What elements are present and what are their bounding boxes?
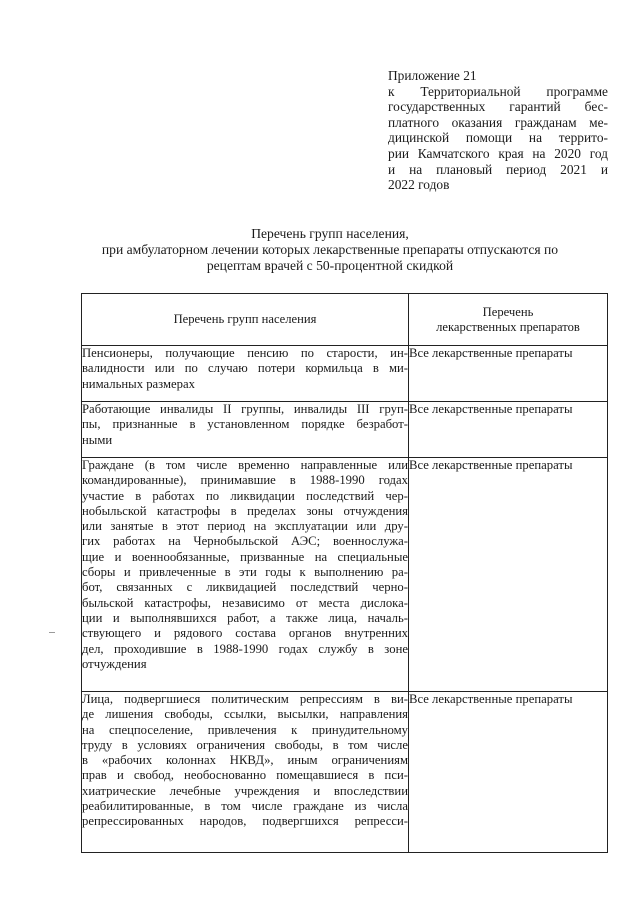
table-row — [82, 692, 608, 853]
groups-line: ствующего и рядового состава органов внутренних — [82, 626, 408, 641]
groups-line: гих работах на Чернобыльской АЭС; военнослужа- — [82, 534, 408, 549]
groups-line: на спецпоселение, привлечения к принудительному — [82, 722, 408, 737]
groups-line: бот, связанных с ликвидацией последствий черно- — [82, 580, 408, 595]
table-row — [82, 458, 608, 692]
groups-line: участие в работах по ликвидации последствий чер- — [82, 488, 408, 503]
appendix-line: рии Камчатского края на 2020 год — [388, 145, 608, 161]
groups-line: реабилитированные, в том числе граждане из числа — [82, 799, 408, 814]
groups-cell — [82, 692, 409, 853]
groups-cell — [82, 402, 409, 458]
appendix-line: государственных гарантий бес- — [388, 99, 608, 115]
groups-line: прав и свобод, необоснованно помещавшиеся в пси- — [82, 768, 408, 783]
header-drugs — [409, 294, 608, 346]
title-line: рецептам врачей с 50-процентной скидкой — [206, 258, 454, 273]
groups-line: Граждане (в том числе временно направленные или — [82, 458, 408, 472]
groups-line: ции и выполнявшихся работ, а также лица, началь- — [82, 610, 408, 625]
groups-line: командированные), принимавшие в 1988-1990 годах — [82, 473, 408, 488]
appendix-block — [388, 68, 608, 193]
groups-line: труду в условиях ограничения свободы, в том числе — [82, 737, 408, 752]
drugs-cell: Все лекарственные препараты — [409, 692, 608, 853]
groups-line: быльской катастрофы, независимо от места дислока- — [82, 595, 408, 610]
groups-line: пы, признанные в установленном порядке безработ- — [82, 417, 408, 432]
groups-line: сборы и привлеченные в эти годы к выполнению ра- — [82, 565, 408, 580]
groups-line: или занятые в этот период на эксплуатации или дру- — [82, 519, 408, 534]
groups-cell — [82, 458, 409, 692]
groups-line: де лишения свободы, ссылки, высылки, направления — [82, 707, 408, 722]
appendix-line: Приложение 21 — [388, 68, 477, 83]
document-title — [70, 226, 590, 274]
drugs-cell: Все лекарственные препараты — [409, 458, 608, 692]
drugs-cell: Все лекарственные препараты — [409, 402, 608, 458]
appendix-line: к Территориальной программе — [388, 83, 608, 99]
groups-line: репрессированных народов, подвергшихся репресси- — [82, 814, 408, 829]
appendix-line: и на плановый период 2021 и — [388, 161, 608, 177]
groups-line: Лица, подвергшиеся политическим репрессиям в ви- — [82, 692, 408, 706]
header-groups: Перечень групп населения — [82, 294, 409, 346]
groups-line: нимальных размерах — [82, 376, 195, 391]
groups-line: хиатрические лечебные учреждения и впоследствии — [82, 783, 408, 798]
groups-line: ными — [82, 432, 113, 447]
groups-line: щие и военнообязанные, призванные на специальные — [82, 549, 408, 564]
header-drugs-line: Перечень — [482, 304, 534, 319]
groups-line: Работающие инвалиды II группы, инвалиды III груп- — [82, 402, 408, 416]
groups-line: нобыльской катастрофы в пределах зоны отчуждения — [82, 503, 408, 518]
margin-mark — [49, 632, 55, 633]
groups-cell — [82, 346, 409, 402]
drugs-cell: Все лекарственные препараты — [409, 346, 608, 402]
table-header-row — [82, 294, 608, 346]
table-row — [82, 402, 608, 458]
groups-line: валидности или по случаю потери кормильца в ми- — [82, 361, 408, 376]
groups-line: отчуждения — [82, 656, 147, 671]
title-line: при амбулаторном лечении которых лекарственные препараты отпускаются по — [101, 242, 559, 257]
title-line: Перечень групп населения, — [251, 226, 409, 241]
header-drugs-line: лекарственных препаратов — [436, 319, 580, 334]
groups-line: в «рабочих колоннах НКВД», иным ограничениям — [82, 753, 408, 768]
groups-line: дел, проходившие в 1988-1990 годах службу в зоне — [82, 641, 408, 656]
appendix-line: 2022 годов — [388, 177, 450, 193]
groups-line: Пенсионеры, получающие пенсию по старости, ин- — [82, 346, 408, 360]
table-row — [82, 346, 608, 402]
appendix-line: дицинской помощи на террито- — [388, 130, 608, 146]
appendix-line: платного оказания гражданам ме- — [388, 114, 608, 130]
population-groups-table — [81, 293, 608, 853]
